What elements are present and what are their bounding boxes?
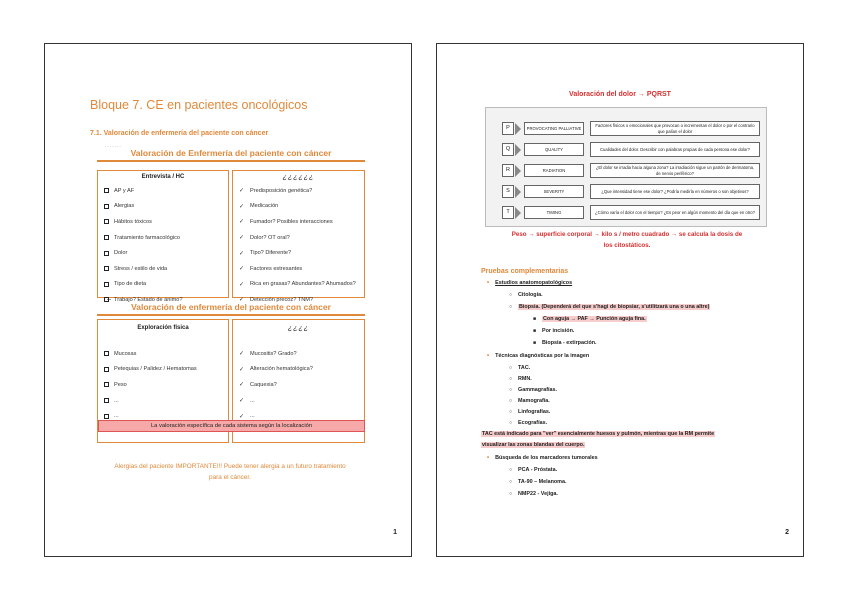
pqrst-name: SEVERITY [524, 185, 584, 198]
checkmark-icon: ✓ [239, 281, 245, 288]
list-item [509, 491, 558, 497]
circle-bullet-icon: ○ [509, 420, 513, 426]
page-number: 2 [785, 529, 789, 536]
list-item [509, 479, 566, 485]
pqrst-description: Cualidades del dolor. Describir con palabras propias de cada persona ese dolor? [590, 142, 760, 157]
note-line: Peso → superficie corporal → kilo s / metro cuadrado → se calcula la dosis de [511, 231, 743, 238]
checkbox-icon[interactable] [104, 351, 109, 356]
list-item [233, 245, 364, 261]
arrow-right-icon [515, 207, 521, 219]
page-title: Bloque 7. CE en pacientes oncológicos [90, 98, 308, 112]
list-item-label: Stress / estilo de vida [114, 265, 168, 272]
circle-bullet-icon: ○ [509, 304, 513, 310]
circle-bullet-icon: ○ [509, 376, 513, 382]
checkbox-icon[interactable] [104, 188, 109, 193]
checkmark-icon: ✓ [239, 235, 245, 242]
list-item-label: Linfografías. [518, 409, 551, 415]
document-page-2 [436, 43, 804, 557]
bullet-icon: • [487, 353, 490, 359]
list-item-label: Dolor? OT oral? [250, 234, 290, 241]
list-item [233, 277, 364, 293]
list-item-label: Con aguja → PAF → Punción aguja fina. [543, 316, 646, 322]
checkbox-icon[interactable] [104, 251, 109, 256]
banner-title-1: Valoración de Enfermería del paciente con cáncer [97, 148, 365, 162]
checkmark-icon: ✓ [239, 413, 245, 420]
circle-bullet-icon: ○ [509, 398, 513, 404]
list-item-label: Estudios anatomopatológicos [495, 280, 573, 286]
list-item [509, 409, 550, 415]
list-item-label: AP y AF [114, 187, 135, 194]
list-item [509, 398, 550, 404]
highlight-line [481, 442, 585, 448]
pqrst-name: RADIATION [524, 164, 584, 177]
circle-bullet-icon: ○ [509, 491, 513, 497]
checkbox-icon[interactable] [104, 398, 109, 403]
checkbox-icon[interactable] [104, 204, 109, 209]
list-item-label: ... [114, 413, 119, 420]
checkmark-icon: ✓ [239, 219, 245, 226]
circle-bullet-icon: ○ [509, 292, 513, 298]
list-item-label: Fumador? Posibles interacciones [250, 218, 333, 225]
list-item [509, 365, 530, 371]
checkbox-icon[interactable] [104, 382, 109, 387]
square-bullet-icon: ■ [533, 328, 537, 334]
list-item [533, 328, 574, 334]
list-item-label: ... [114, 397, 119, 404]
pqrst-letter: T [502, 206, 514, 219]
checkmark-icon: ✓ [239, 382, 245, 389]
list-item-label: Rica en grasas? Abundantes? Ahumados? [250, 281, 356, 288]
list-item-label: Factores estresantes [250, 265, 303, 272]
list-item [233, 377, 364, 393]
circle-bullet-icon: ○ [509, 467, 513, 473]
pqrst-name: TIMING [524, 206, 584, 219]
checkmark-icon: ✓ [239, 398, 245, 405]
arrow-right-icon [515, 165, 521, 177]
questions-box [232, 170, 365, 304]
list-item-label: Mucositis? Grado? [250, 350, 297, 357]
arrow-right-icon [515, 186, 521, 198]
list-item [98, 199, 228, 215]
list-item-label: Alergias [114, 203, 135, 210]
checkmark-icon: ✓ [239, 366, 245, 373]
checkmark-icon: ✓ [239, 297, 245, 304]
list-item-label: Mucosas [114, 350, 137, 357]
section-heading: Pruebas complementarias [481, 268, 569, 275]
warning-line: para el cáncer. [209, 474, 251, 481]
list-item-label: Tratamiento farmacológico [114, 234, 181, 241]
list-item [98, 277, 228, 293]
checkbox-icon[interactable] [104, 219, 109, 224]
list-item [98, 183, 228, 199]
list-item [98, 214, 228, 230]
page-number: 1 [393, 529, 397, 536]
checkmark-icon: ✓ [239, 351, 245, 358]
checkmark-icon: ✓ [239, 250, 245, 257]
note-line: los citostáticos. [603, 242, 651, 249]
list-item [233, 261, 364, 277]
circle-bullet-icon: ○ [509, 365, 513, 371]
highlight-note: La valoración específica de cada sistema según la localización [98, 420, 365, 432]
checkbox-icon[interactable] [104, 282, 109, 287]
bullet-icon: • [487, 280, 490, 286]
list-item-label: ... [250, 397, 255, 404]
checkmark-icon: ✓ [239, 188, 245, 195]
list-item-label: Dolor [114, 250, 128, 257]
pqrst-row [502, 141, 760, 158]
list-item-label: Alteración hematológica? [250, 366, 313, 373]
circle-bullet-icon: ○ [509, 387, 513, 393]
list-item-label: Detección precoz? TNM? [250, 296, 314, 303]
list-item [509, 387, 557, 393]
pqrst-row [502, 183, 760, 200]
list-item [487, 455, 598, 461]
arrow-right-icon [515, 144, 521, 156]
circle-bullet-icon: ○ [509, 479, 513, 485]
list-item [98, 377, 228, 393]
pqrst-diagram [485, 107, 767, 227]
square-bullet-icon: ■ [533, 316, 537, 322]
list-item-label: Biopsia. (Dependerá del que s'hagi de biopsiar, s'utilitzarà una o una altre) [519, 304, 710, 310]
list-item-label: Por incisión. [542, 328, 575, 334]
list-item [98, 245, 228, 261]
list-item [487, 280, 572, 286]
document-page-1 [44, 43, 412, 557]
list-item-label: Tipo? Diferente? [250, 250, 292, 257]
bullet-icon: • [487, 455, 490, 461]
list-item-label: Medicación [250, 203, 279, 210]
list-item-label: Mamografía. [518, 398, 550, 404]
square-bullet-icon: ■ [533, 340, 537, 346]
list-item-label: PCA - Próstata. [518, 467, 558, 473]
list-item [487, 353, 589, 359]
list-item [509, 420, 547, 426]
list-item [98, 230, 228, 246]
list-item [509, 467, 557, 473]
list-item [233, 199, 364, 215]
column-header: ¿¿¿¿ [287, 325, 310, 332]
list-item-label: NMP22 - Vejiga. [518, 491, 558, 497]
pqrst-letter: S [502, 185, 514, 198]
list-item [509, 292, 543, 298]
list-item [233, 230, 364, 246]
list-item [533, 340, 597, 346]
list-item-label: RMN. [518, 376, 532, 382]
list-item-label: Citología. [518, 292, 543, 298]
highlight-text: TAC está indicado para "ver" esencialmente huesos y pulmón, mientras que la RM permite [482, 431, 715, 437]
list-item-label: Peso [114, 381, 127, 388]
list-item-label: Hábitos tóxicos [114, 218, 152, 225]
dotted-text: ....... [105, 143, 122, 149]
pqrst-row [502, 120, 760, 137]
list-item [98, 346, 228, 362]
column-header: Entrevista / HC [141, 174, 185, 180]
checkbox-icon[interactable] [104, 266, 109, 271]
pqrst-description: ¿Que intensidad tiene ese dolor? ¿Podría medirla en números o son objetivos? [590, 184, 760, 199]
list-item-label: Petequias / Palidez / Hematomas [114, 366, 197, 373]
list-item [233, 183, 364, 199]
checkbox-icon[interactable] [104, 367, 109, 372]
circle-bullet-icon: ○ [509, 409, 513, 415]
list-item-label: Ecografías. [518, 420, 548, 426]
list-item [233, 346, 364, 362]
list-item-label: Búsqueda de los marcadores tumorales [495, 455, 598, 461]
warning-line: Alergias del paciente IMPORTANTE!!! Puede tener alergia a un futuro tratamiento [114, 463, 346, 470]
list-item-label: Caquexia? [250, 381, 277, 388]
highlight-text: visualizar las zonas blandas del cuerpo. [482, 442, 585, 448]
list-item-label: Trabajo? Estado de ánimo? [114, 296, 183, 303]
list-item-label: Tipo de dieta [114, 281, 147, 288]
list-item [509, 376, 532, 382]
list-item [509, 304, 710, 310]
list-item-label: TAC. [518, 365, 531, 371]
list-item-label: Biopsia - extirpación. [542, 340, 597, 346]
pqrst-row [502, 204, 760, 221]
list-item [98, 261, 228, 277]
dash: – [107, 296, 111, 303]
banner-title-2: Valoración de enfermería del paciente con cáncer [97, 302, 365, 316]
pqrst-description: ¿El dolor se irradia hacia alguna zona? La irradiación sigue un patrón de dermatoma, de nervio periférico? [590, 163, 760, 178]
checkmark-icon: ✓ [239, 266, 245, 273]
pqrst-name: QUALITY [524, 143, 584, 156]
arrow-right-icon [515, 123, 521, 135]
list-item [98, 393, 228, 409]
list-item [233, 214, 364, 230]
pqrst-description: ¿Cómo varía el dolor con el tiempo? ¿Es peor en algún momento del día que en otro? [590, 205, 760, 220]
pqrst-letter: R [502, 164, 514, 177]
interview-box [97, 170, 229, 303]
pqrst-row [502, 162, 760, 179]
pqrst-letter: Q [502, 143, 514, 156]
checkmark-icon: ✓ [239, 203, 245, 210]
list-item-label: TA-90 – Melanoma. [518, 479, 567, 485]
dose-note [477, 229, 777, 251]
pqrst-letter: P [502, 122, 514, 135]
list-item [233, 393, 364, 409]
highlight-line [481, 431, 715, 437]
page-title: Valoración del dolor → PQRST [569, 91, 671, 98]
section-heading: 7.1. Valoración de enfermería del paciente con cáncer [90, 130, 269, 137]
list-item [533, 316, 647, 322]
pqrst-name: PROVOCATING PALLIATIVE [524, 122, 584, 135]
list-item-label: ... [250, 413, 255, 420]
list-item-label: Predisposición genética? [250, 187, 313, 194]
list-item-label: Gammagrafías. [518, 387, 557, 393]
list-item [233, 362, 364, 378]
allergy-warning [85, 461, 375, 483]
pqrst-description: Factores físicos o emocionales que provocan o incrementan el dolor o por el contrario que palían el dolor [590, 121, 760, 136]
list-item [98, 362, 228, 378]
list-item-label: Técnicas diagnósticas por la imagen [495, 353, 590, 359]
checkbox-icon[interactable] [104, 235, 109, 240]
checkbox-icon[interactable] [104, 414, 109, 419]
column-header: Exploración física [137, 325, 189, 331]
column-header: ¿¿¿¿¿¿ [282, 174, 315, 181]
